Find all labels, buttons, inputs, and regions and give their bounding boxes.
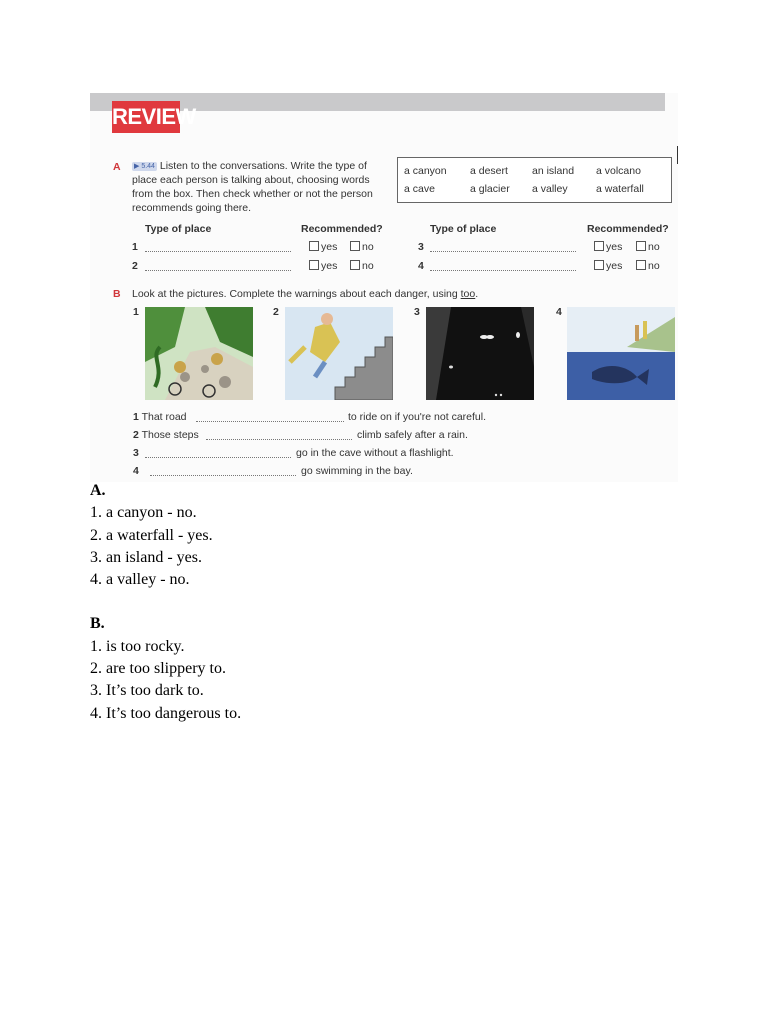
- rocky-road-illustration: [145, 307, 253, 400]
- warning-sentence-end: go in the cave without a flashlight.: [296, 447, 454, 459]
- no-option[interactable]: no: [350, 259, 374, 273]
- no-option[interactable]: no: [350, 240, 374, 254]
- warning-sentence-end: climb safely after a rain.: [357, 429, 468, 441]
- yes-option[interactable]: yes: [309, 259, 337, 273]
- picture-number: 2: [273, 306, 279, 318]
- scan-edge: [677, 146, 678, 164]
- answers-b-heading: B.: [90, 615, 105, 633]
- no-option[interactable]: no: [636, 240, 660, 254]
- answer-item: 3. an island - yes.: [90, 548, 202, 566]
- answer-item: 4. a valley - no.: [90, 571, 190, 589]
- answer-blank[interactable]: [430, 251, 576, 252]
- item-number: 1: [132, 241, 138, 253]
- warning-number: 3: [133, 447, 139, 459]
- section-b-instruction: Look at the pictures. Complete the warnings about each danger, using too.: [132, 288, 479, 300]
- section-a-instruction-text: Listen to the conversations. Write the type of place each person is talking about, choosing words from the box. Then check whether or not the person recommends going there.: [132, 160, 373, 214]
- answer-blank[interactable]: [430, 270, 576, 271]
- answer-blank[interactable]: [145, 457, 291, 458]
- yes-option[interactable]: yes: [594, 240, 622, 254]
- word-item: a valley: [532, 183, 568, 195]
- picture-number: 3: [414, 306, 420, 318]
- col-recommended-header: Recommended?: [301, 223, 383, 235]
- checkbox-icon: [594, 260, 604, 270]
- answer-item: 1. a canyon - no.: [90, 504, 197, 522]
- item-number: 3: [418, 241, 424, 253]
- word-item: a cave: [404, 183, 435, 195]
- answer-blank[interactable]: [150, 475, 296, 476]
- answer-blank[interactable]: [145, 251, 291, 252]
- word-item: a volcano: [596, 165, 641, 177]
- section-b-letter: B: [113, 288, 121, 300]
- word-box: [397, 157, 672, 203]
- col-recommended-header: Recommended?: [587, 223, 669, 235]
- answer-item: 4. It’s too dangerous to.: [90, 704, 242, 722]
- no-option[interactable]: no: [636, 259, 660, 273]
- checkbox-icon: [594, 241, 604, 251]
- section-a-instruction: [132, 159, 377, 215]
- word-item: a waterfall: [596, 183, 644, 195]
- answer-blank[interactable]: [145, 270, 291, 271]
- word-item: a canyon: [404, 165, 447, 177]
- checkbox-icon: [350, 260, 360, 270]
- col-type-header: Type of place: [145, 223, 212, 235]
- textbook-scan: [90, 93, 678, 482]
- word-item: an island: [532, 165, 575, 177]
- yes-option[interactable]: yes: [309, 240, 337, 254]
- answer-item: 3. It’s too dark to.: [90, 682, 204, 700]
- answer-blank[interactable]: [206, 439, 352, 440]
- yes-option[interactable]: yes: [594, 259, 622, 273]
- item-number: 2: [132, 260, 138, 272]
- shark-bay-illustration: [567, 307, 675, 400]
- answer-key: [90, 480, 241, 725]
- spacer: [90, 591, 241, 613]
- answer-item: 2. a waterfall - yes.: [90, 526, 213, 544]
- warning-sentence-end: go swimming in the bay.: [301, 465, 413, 477]
- picture-number: 1: [133, 306, 139, 318]
- col-type-header: Type of place: [430, 223, 497, 235]
- warning-sentence: 1 That road: [133, 411, 187, 423]
- checkbox-icon: [636, 241, 646, 251]
- answer-item: 1. is too rocky.: [90, 637, 185, 655]
- answer-blank[interactable]: [196, 421, 344, 422]
- checkbox-icon: [309, 260, 319, 270]
- audio-badge: ▶ 5.44: [134, 163, 155, 170]
- review-banner: REVIEW: [112, 101, 180, 133]
- checkbox-icon: [636, 260, 646, 270]
- warning-number: 4: [133, 465, 139, 477]
- item-number: 4: [418, 260, 424, 272]
- answer-item: 2. are too slippery to.: [90, 660, 226, 678]
- warning-sentence-end: to ride on if you're not careful.: [348, 411, 486, 423]
- slippery-steps-illustration: [285, 307, 393, 400]
- dark-cave-illustration: [426, 307, 534, 400]
- warning-sentence: 2 Those steps: [133, 429, 199, 441]
- answers-a-heading: A.: [90, 482, 106, 499]
- word-item: a glacier: [470, 183, 510, 195]
- checkbox-icon: [309, 241, 319, 251]
- checkbox-icon: [350, 241, 360, 251]
- word-item: a desert: [470, 165, 508, 177]
- section-a-letter: A: [113, 161, 121, 173]
- picture-number: 4: [556, 306, 562, 318]
